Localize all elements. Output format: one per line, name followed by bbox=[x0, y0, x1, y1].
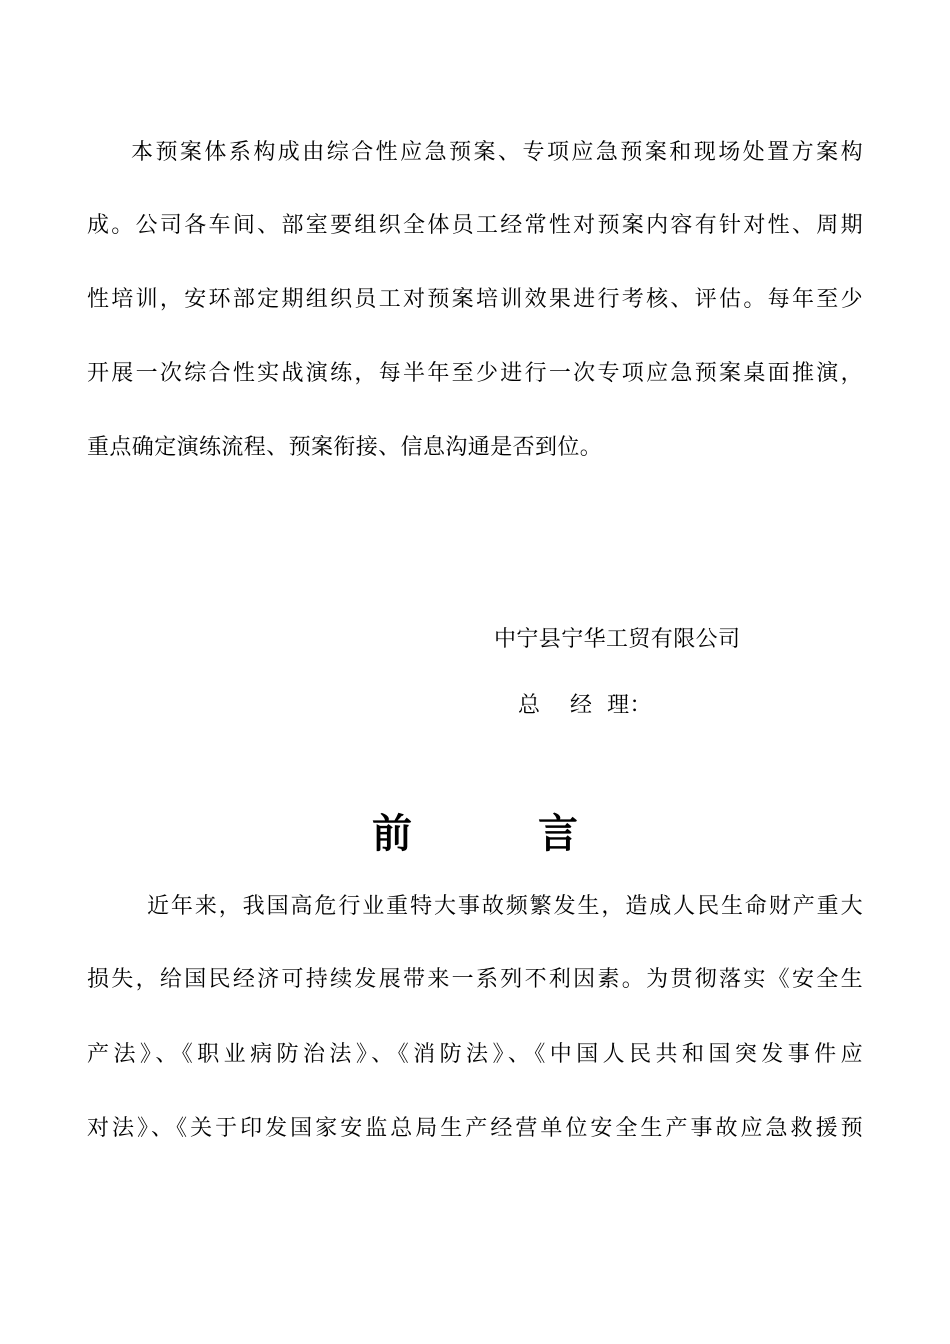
preface-line-4: 对法》、《关于印发国家安监总局生产经营单位安全生产事故应急救援预 bbox=[87, 1116, 863, 1141]
company-name: 中宁县宁华工贸有限公司 bbox=[494, 627, 741, 652]
intro-line-1: 本预案体系构成由综合性应急预案、专项应急预案和现场处置方案构 bbox=[131, 140, 863, 165]
intro-line-3: 性培训，安环部定期组织员工对预案培训效果进行考核、评估。每年至少 bbox=[87, 287, 863, 312]
preface-heading: 前 言 bbox=[372, 810, 578, 857]
intro-line-4: 开展一次综合性实战演练，每半年至少进行一次专项应急预案桌面推演， bbox=[87, 361, 863, 386]
intro-line-2: 成。公司各车间、部室要组织全体员工经常性对预案内容有针对性、周期 bbox=[87, 213, 863, 238]
intro-line-5: 重点确定演练流程、预案衔接、信息沟通是否到位。 bbox=[87, 435, 603, 460]
general-manager-label: 总 经 理： bbox=[518, 693, 652, 718]
preface-line-1: 近年来，我国高危行业重特大事故频繁发生，造成人民生命财产重大 bbox=[147, 894, 863, 919]
preface-line-2: 损失，给国民经济可持续发展带来一系列不利因素。为贯彻落实《安全生 bbox=[87, 967, 863, 992]
preface-line-3: 产法》、《职业病防治法》、《消防法》、《中国人民共和国突发事件应 bbox=[87, 1042, 863, 1067]
